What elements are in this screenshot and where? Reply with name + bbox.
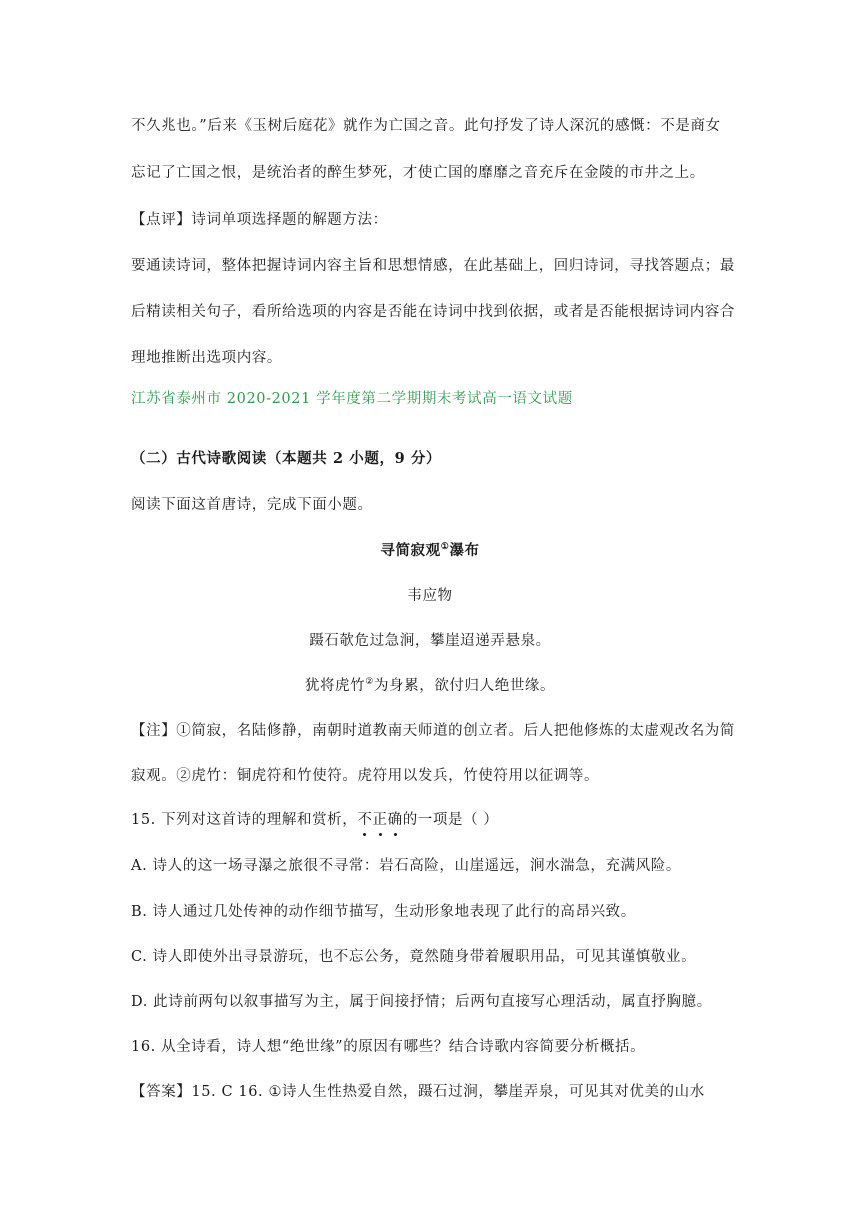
- instruction: 阅读下面这首唐诗，完成下面小题。: [131, 497, 373, 513]
- question-15-tail: 的一项是（ ）: [402, 812, 499, 828]
- note-line-2: 寂观。②虎竹：铜虎符和竹使符。虎符用以发兵，竹使符用以征调等。: [131, 768, 600, 784]
- poem-line-2: [0, 676, 860, 696]
- poem-line-1: 蹑石欹危过急涧，攀崖迢递弄悬泉。: [309, 633, 551, 649]
- answer-line: 【答案】15. C 16. ①诗人生性热爱自然，蹑石过涧，攀崖弄泉，可见其对优美的山水: [131, 1084, 705, 1100]
- emphasis-char: 正: [372, 812, 388, 828]
- comment-heading: 【点评】诗词单项选择题的解题方法：: [131, 212, 388, 228]
- note-line-1: 【注】①简寂，名陆修静，南朝时道教南天师道的创立者。后人把他修炼的太虚观改名为简: [131, 723, 735, 739]
- comment-line-3: 理地推断出选项内容。: [131, 350, 282, 366]
- poem-title-part-1: 寻简寂观: [380, 542, 441, 559]
- option-a: A. 诗人的这一场寻瀑之旅很不寻常：岩石高险，山崖遥远，涧水湍急，充满风险。: [131, 858, 681, 874]
- analysis-line-2: 忘记了亡国之恨，是统治者的醉生梦死，才使亡国的靡靡之音充斥在金陵的市井之上。: [131, 165, 705, 181]
- poem-line-2-part-2: 为身累，欲付归人绝世缘。: [373, 678, 556, 694]
- option-b: B. 诗人通过几处传神的动作细节描写，生动形象地表现了此行的高昂兴致。: [131, 904, 636, 920]
- section-heading: （二）古代诗歌阅读（本题共 2 小题，9 分）: [131, 450, 442, 467]
- analysis-line-1: 不久兆也。”后来《玉树后庭花》就作为亡国之音。此句抒发了诗人深沉的感慨：不是商女: [131, 118, 721, 134]
- poem-title: [0, 541, 860, 561]
- poem-title-part-2: 瀑布: [449, 542, 480, 559]
- comment-line-2: 后精读相关句子，看所给选项的内容是否能在诗词中找到依据，或者是否能根据诗词内容合: [131, 304, 735, 320]
- option-d: D. 此诗前两句以叙事描写为主，属于间接抒情；后两句直接写心理活动，属直抒胸臆。: [131, 994, 712, 1010]
- question-15-stem: 15. 下列对这首诗的理解和赏析，: [131, 812, 358, 828]
- question-15: [131, 810, 499, 830]
- footnote-mark-2: ②: [365, 677, 374, 688]
- question-16: 16. 从全诗看，诗人想“绝世缘”的原因有哪些？结合诗歌内容简要分析概括。: [131, 1039, 646, 1055]
- source-title: 江苏省泰州市 2020-2021 学年度第二学期期末考试高一语文试题: [131, 391, 573, 407]
- footnote-mark-1: ①: [440, 542, 450, 553]
- poem-author: 韦应物: [407, 588, 453, 604]
- poem-line-2-part-1: 犹将虎竹: [304, 678, 366, 694]
- option-c: C. 诗人即使外出寻景游玩，也不忘公务，竟然随身带着履职用品，可见其谨慎敬业。: [131, 949, 697, 965]
- emphasis-char: 不: [357, 812, 373, 828]
- emphasis-char: 确: [387, 812, 403, 828]
- comment-line-1: 要通读诗词，整体把握诗词内容主旨和思想情感，在此基础上，回归诗词，寻找答题点；最: [131, 258, 735, 274]
